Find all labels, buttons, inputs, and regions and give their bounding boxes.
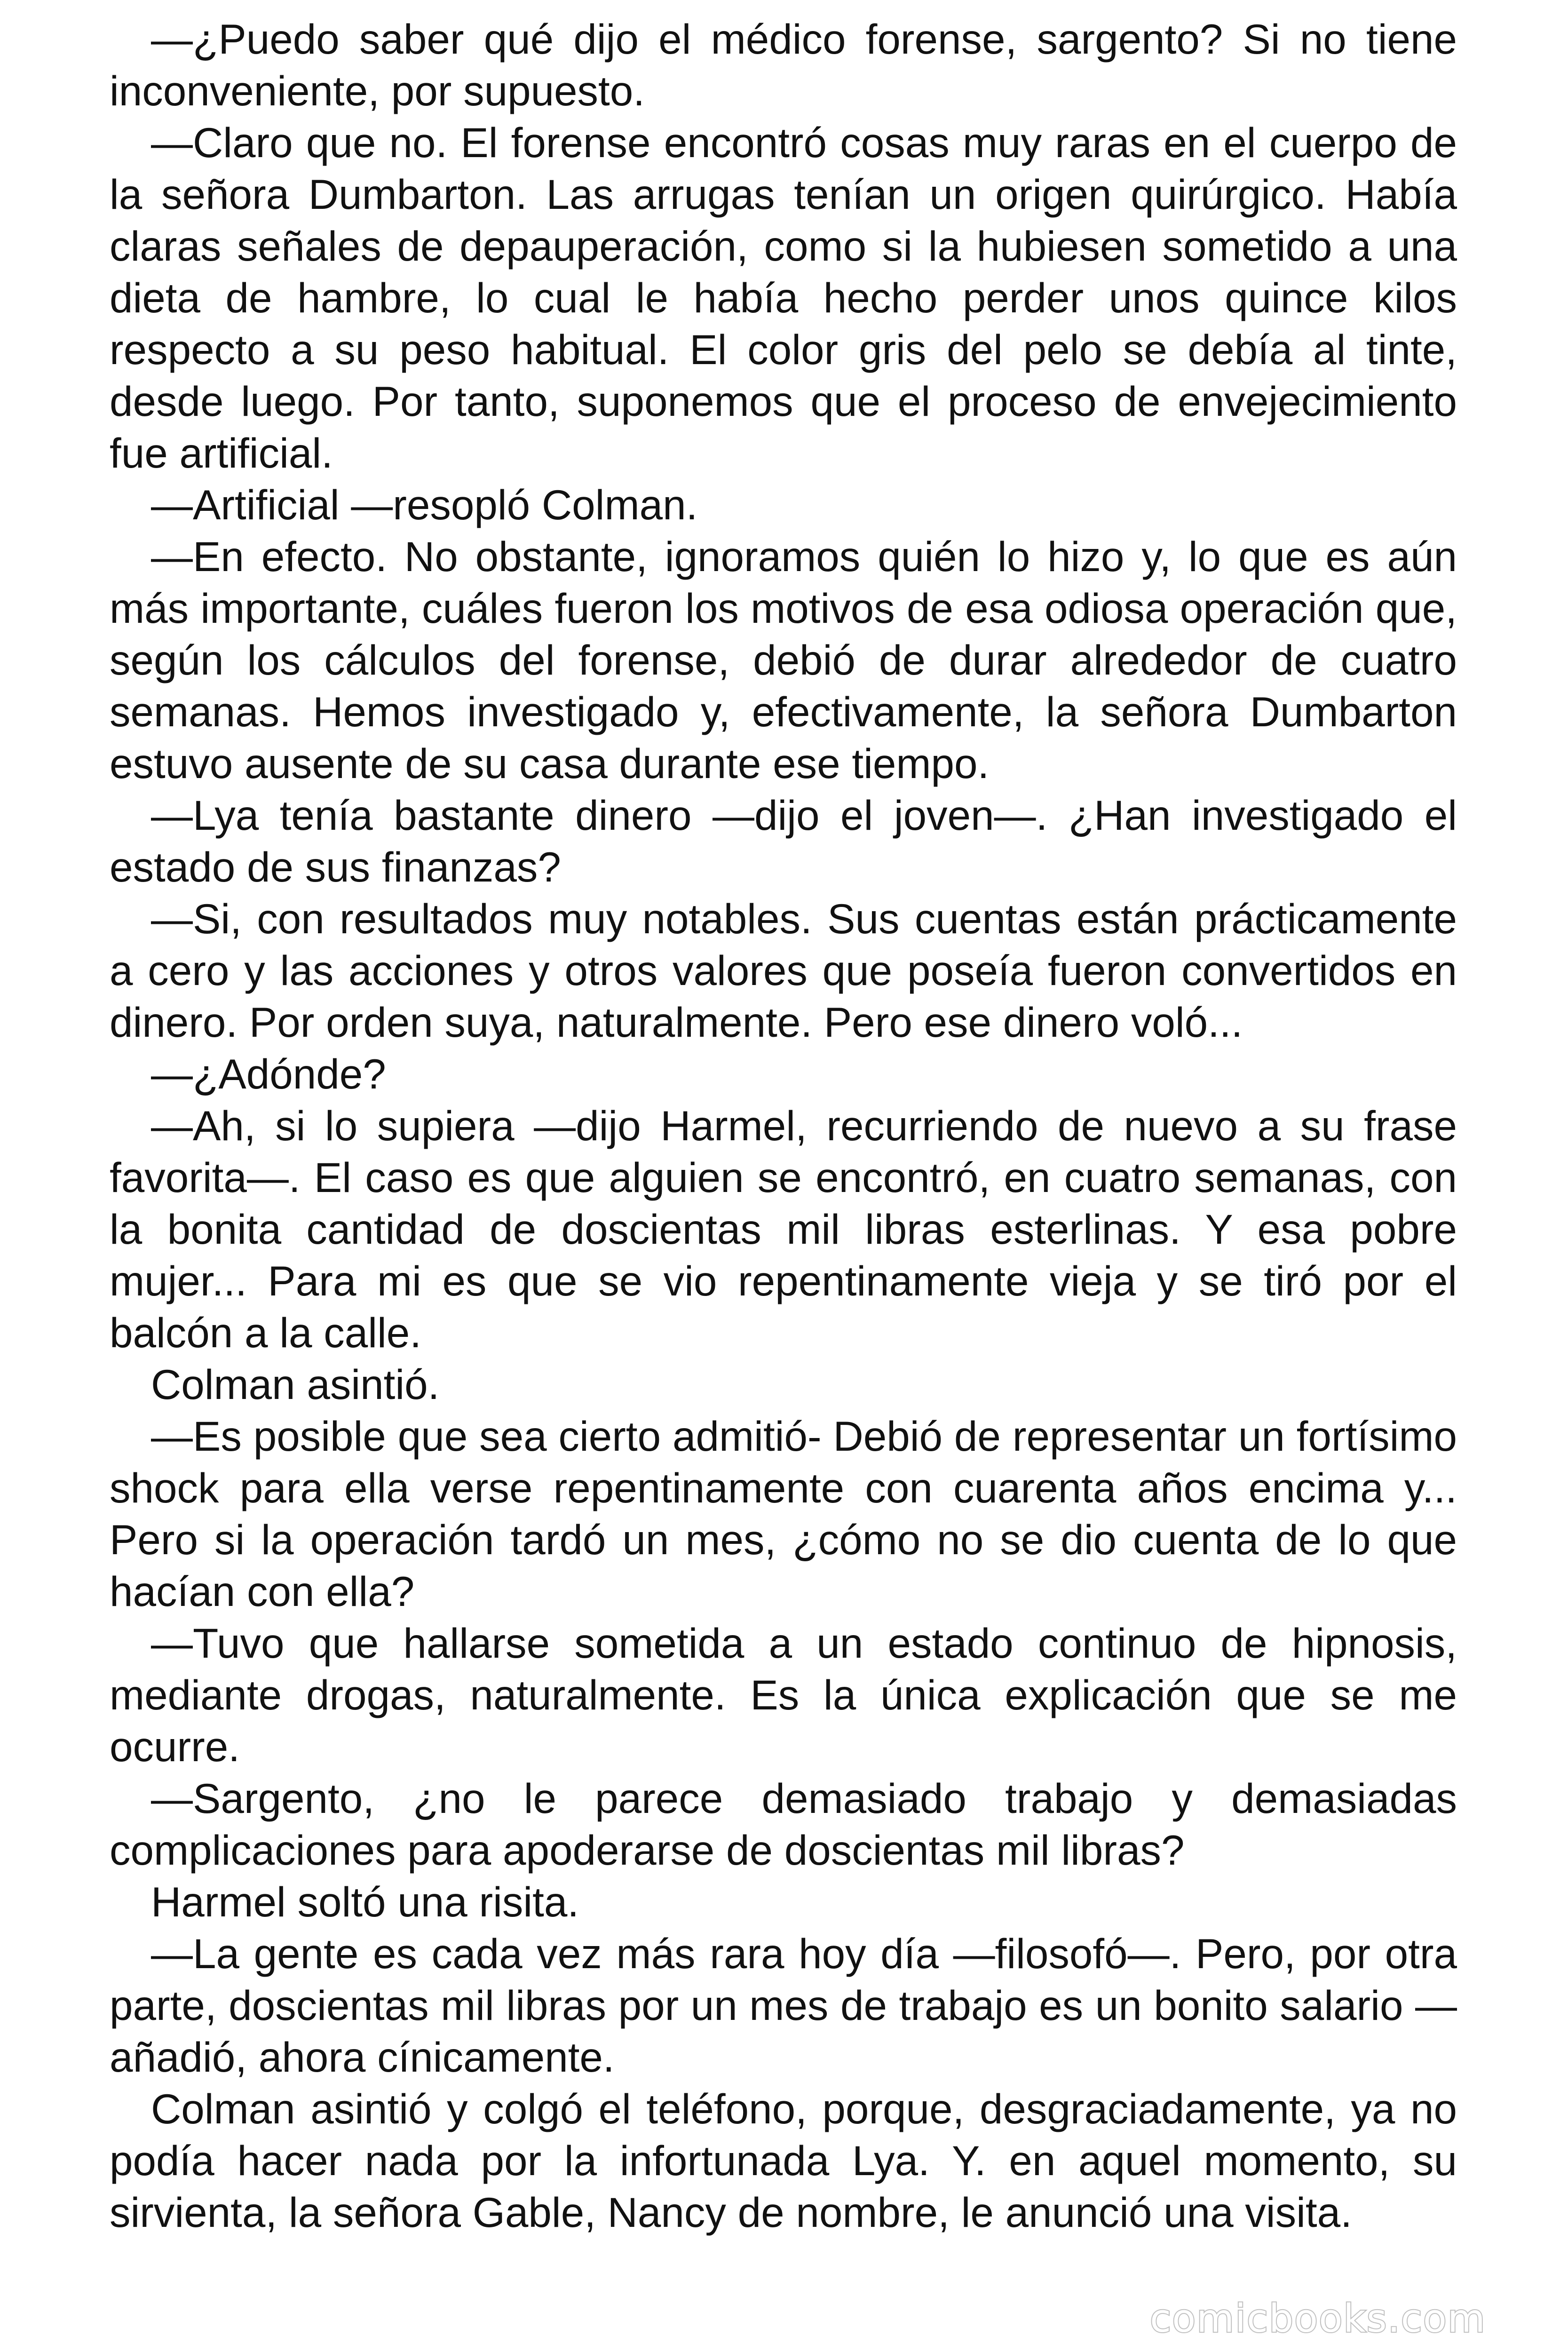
paragraph-12: —Sargento, ¿no le parece demasiado trabajo y demasiadas complicaciones para apoderarse de doscientas mil libras? [110, 1775, 1457, 1874]
paragraph-14: —La gente es cada vez más rara hoy día —filosofó—. Pero, por otra parte, doscientas mil libras por un mes de trabajo es un bonito salario —añadió, ahora cínicamente. [110, 1930, 1457, 2081]
paragraph-13: Harmel soltó una risita. [151, 1878, 579, 1925]
paragraph-10: —Es posible que sea cierto admitió- Debió de representar un fortísimo shock para ella verse repentinamente con cuarenta años encima y... Pero si la operación tardó un mes, ¿cómo no se dio cuenta de lo que hacían con ella? [110, 1413, 1457, 1615]
paragraph-9: Colman asintió. [151, 1361, 440, 1408]
paragraph-15: Colman asintió y colgó el teléfono, porque, desgraciadamente, ya no podía hacer nada por la infortunada Lya. Y. en aquel momento, su sirvienta, la señora Gable, Nancy de nombre, le anunció una visita. [110, 2085, 1457, 2236]
paragraph-11: —Tuvo que hallarse sometida a un estado continuo de hipnosis, mediante drogas, naturalmente. Es la única explicación que se me ocurre. [110, 1620, 1457, 1770]
watermark: comicbooks.com [1150, 2296, 1486, 2341]
paragraph-7: —¿Adónde? [151, 1050, 386, 1097]
paragraph-6: —Si, con resultados muy notables. Sus cuentas están prácticamente a cero y las acciones y otros valores que poseía fueron convertidos en dinero. Por orden suya, naturalmente. Pero ese dinero voló... [110, 895, 1457, 1046]
body-text [110, 13, 1457, 2238]
paragraph-5: —Lya tenía bastante dinero —dijo el joven—. ¿Han investigado el estado de sus finanzas? [110, 792, 1457, 890]
paragraph-2: —Claro que no. El forense encontró cosas muy raras en el cuerpo de la señora Dumbarton. Las arrugas tenían un origen quirúrgico. Había claras señales de depauperación, como si la hubiesen sometido a una dieta de hambre, lo cual le había hecho perder unos quince kilos respecto a su peso habitual. El color gris del pelo se debía al tinte, desde luego. Por tanto, suponemos que el proceso de envejecimiento fue artificial. [110, 119, 1457, 477]
paragraph-3: —Artificial —resopló Colman. [151, 481, 698, 528]
paragraph-8: —Ah, si lo supiera —dijo Harmel, recurriendo de nuevo a su frase favorita—. El caso es que alguien se encontró, en cuatro semanas, con la bonita cantidad de doscientas mil libras esterlinas. Y esa pobre mujer... Para mi es que se vio repentinamente vieja y se tiró por el balcón a la calle. [110, 1102, 1457, 1356]
paragraph-4: —En efecto. No obstante, ignoramos quién lo hizo y, lo que es aún más importante, cuáles fueron los motivos de esa odiosa operación que, según los cálculos del forense, debió de durar alrededor de cuatro semanas. Hemos investigado y, efectivamente, la señora Dumbarton estuvo ausente de su casa durante ese tiempo. [110, 533, 1457, 787]
paragraph-1: —¿Puedo saber qué dijo el médico forense, sargento? Si no tiene inconveniente, por supuesto. [110, 16, 1457, 114]
